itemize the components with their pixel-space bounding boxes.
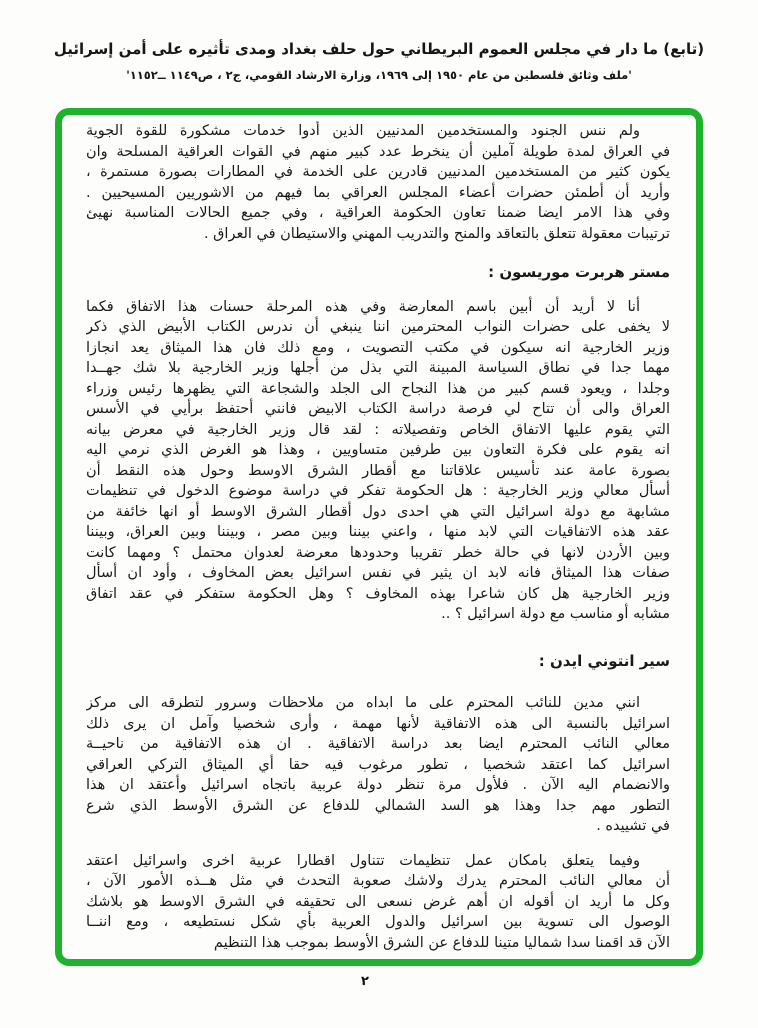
text-line: اسرائيل كما اعتقد شخصيا ، تطور مرغوب فيه حقا أي الميثاق التركي العراقي [86, 756, 670, 773]
speaker-heading-eden: سير انتوني ايدن : [538, 651, 670, 670]
text-line: مشابهة مع دولة اسرائيل التي هي احدى دول أقطار الشرق الاوسط أو انها خائفة من [86, 503, 670, 520]
text-line: وزير الخارجية انه سيكون في مكتب التصويت ، ومع ذلك فان هذا الميثاق يعد انجازا [86, 339, 670, 356]
page-number: ٢ [361, 974, 369, 989]
text-line: وجلدا ، ويعود قسم كبير من هذا النجاح الى الجلد والشجاعة التي يظهرها رئيس وزراء [86, 380, 670, 397]
paragraph [86, 297, 670, 625]
text-line: مهما جدا في نطاق السياسة المبينة التي بذل من أجلها وزير الخارجية بلا شك جهــدا [86, 360, 670, 376]
text-line: وفي هذا الامر ايضا ضمنا تعاون الحكومة العراقية ، وفي جميع الحالات المناسبة نهيئ [86, 205, 670, 221]
text-line: أن معالي النائب المحترم يدرك ولاشك صعوبة التحدث في مثل هــذه الأمور الآن ، [86, 873, 670, 889]
document-source-citation: 'ملف وثائق فلسطين من عام ١٩٥٠ إلى ١٩٦٩، وزارة الارشاد القومي، ج٢ ، ص١١٤٩ ــ١١٥٢' [126, 68, 632, 82]
text-line: التي يقوم عليها الاتفاق الخاص وتفصيلاته : لقد قال وزير الخارجية في معرض بيانه [86, 421, 670, 438]
text-line: الوصول الى تسوية بين اسرائيل والدول العربية بأي شكل نستطيعه ، ومع اننــا [86, 914, 670, 930]
text-line: والانضمام اليه الآن . فلأول مرة تنظر دولة عربية باتجاه اسرائيل وأعتقد ان هذا [86, 777, 670, 793]
text-line: وبين الأردن لانها في حالة خطر تقريبا وحدودها معرضة لعدوان محتمل ؟ ومهما كانت [86, 544, 670, 561]
text-line: ولم ننس الجنود والمستخدمين المدنيين الذين أدوا خدمات مشكورة للقوة الجوية [86, 123, 640, 139]
speaker-heading-morrison: مستر هربرت موريسون : [488, 263, 670, 281]
text-line: وكل ما أريد ان أقوله ان أهم غرض نسعى الى تحقيقه في الشرق الاوسط هو بلاشك [86, 893, 670, 910]
text-line: وأريد أن أطمئن حضرات أعضاء المجلس العراقي بما فيهم من الاشوريين المسيحيين . [86, 184, 670, 201]
text-line: وزير الخارجية هل كان شاعرا بهذه المخاوف ؟ وهل الحكومة ستفكر في عقد اتفاق [86, 585, 670, 602]
text-line: في العراق لمدة طويلة آملين أن ينخرط عدد كبير منهم في القوات العراقية المسلحة وان [86, 143, 670, 160]
paragraph [86, 121, 670, 244]
text-line: يكون كثير من المستخدمين المدنيين قادرين على الخدمة في المطارات بصورة مستمرة ، [86, 164, 670, 180]
text-line: أسأل معالي وزير الخارجية : هل الحكومة تفكر في دراسة موضوع الدخول في تنظيمات [86, 483, 670, 499]
text-line: اسرائيل بالنسبة الى هذه الاتفاقية لأنها مهمة ، وأرى شخصيا وآمل ان يرى ذلك [86, 715, 670, 732]
text-line: بصورة عامة عند تأسيس علاقاتنا مع أقطار الشرق الاوسط وحول هذه النقط أن [86, 462, 670, 479]
text-line: لا يخفى على حضرات النواب المحترمين اننا ينبغي أن ندرس الكتاب الأبيض الذي ذكر [86, 319, 670, 335]
document-header [0, 38, 758, 84]
text-line: عقد هذه الاتفاقيات التي لابد منها ، واعني بيننا وبين مصر ، وبيننا وبين العراق، وبيننا [86, 524, 670, 540]
text-line: الآن قد اقمنا سدا شماليا متينا للدفاع عن الشرق الأوسط بموجب هذا التنظيم [213, 934, 670, 951]
text-line: صفات هذا الميثاق فانه لابد ان يثير في نفس اسرائيل بعض المخاوف ، وأود ان أسأل [86, 565, 670, 581]
text-line: وفيما يتعلق بامكان عمل تنظيمات تتناول اقطارا عربية اخرى واسرائيل اعتقد [86, 852, 640, 869]
paragraph [86, 693, 670, 837]
text-line: أنا لا أريد أن أبين باسم المعارضة وفي هذه المرحلة حسنات هذا الاتفاق فكما [86, 298, 640, 315]
document-title: (تابع) ما دار في مجلس العموم البريطاني حول حلف بغداد ومدى تأثيره على أمن إسرائيل [53, 40, 705, 58]
paragraph [86, 851, 670, 952]
text-line: مشابه أو مناسب مع دولة اسرائيل ؟ .. [441, 606, 670, 622]
text-line: ترتيبات معقولة تتعلق بالتعاقد والمنح والتدريب المهني والاستيطان في العراق . [203, 225, 670, 242]
text-line: العراق والى أن تتاح لي فرصة دراسة الكتاب الابيض فانني أحتفظ برأيي في الأسس [86, 401, 670, 417]
document-body [86, 121, 670, 951]
text-line: انني مدين للنائب المحترم على ما ابداه من ملاحظات وسرور لتطرقه الى مركز [86, 695, 640, 711]
text-line: في تشييده . [596, 818, 670, 834]
text-line: معالي النائب المحترم ايضا بعد دراسة الاتفاقية . ان هذه الاتفاقية من ناحيــة [86, 736, 670, 752]
text-line: انه يقوم على فكرة التعاون بين طرفين متساويين ، وهذا هو الغرض الذي نرمي اليه [86, 442, 670, 458]
text-line: التطور مهم جدا وهذا هو السد الشمالي للدفاع عن الشرق الأوسط الذي شرع [86, 797, 670, 814]
